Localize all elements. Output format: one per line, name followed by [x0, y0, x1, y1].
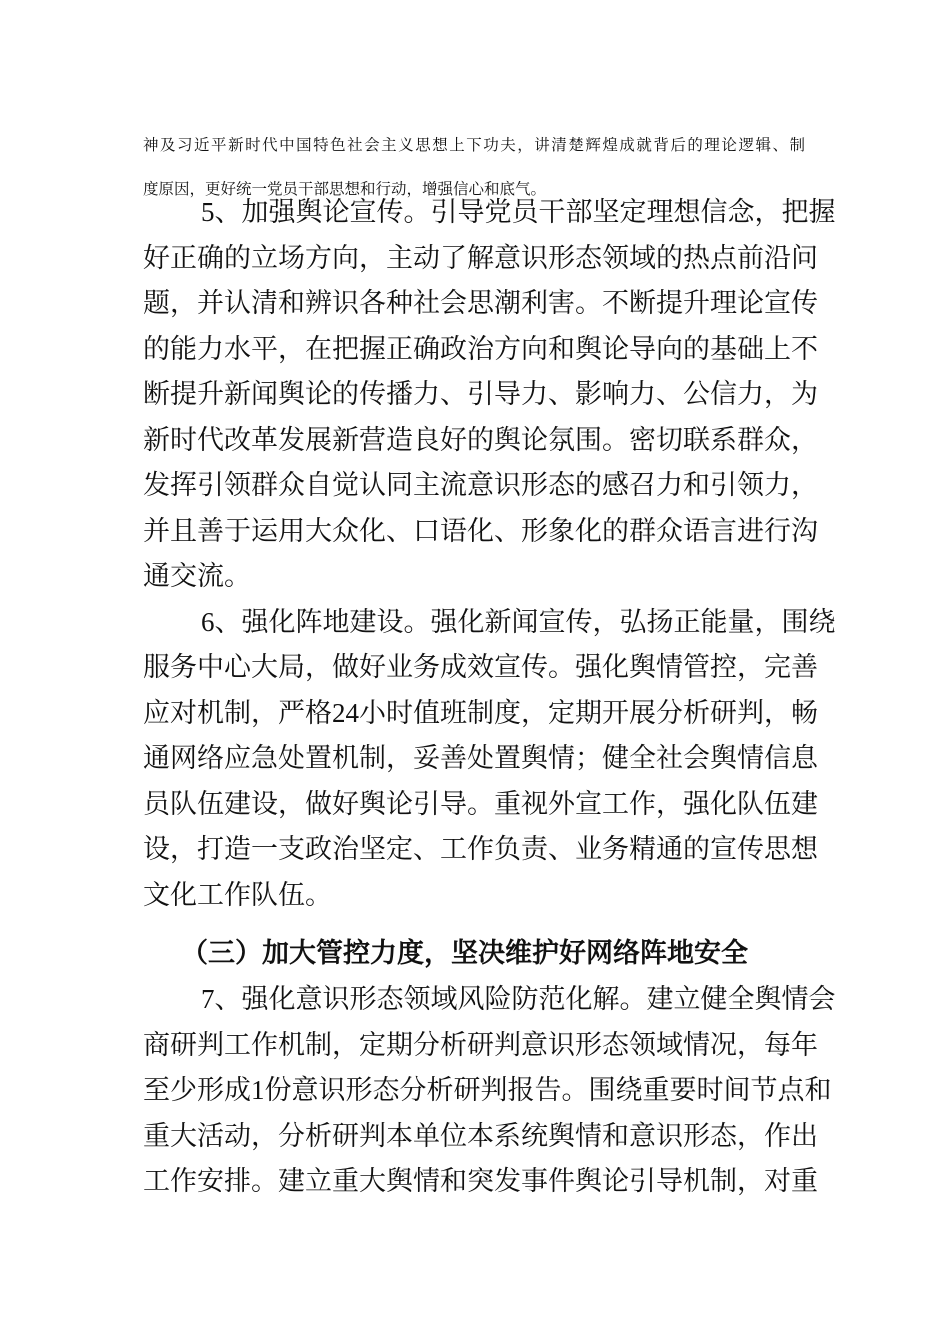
text-line: 发挥引领群众自觉认同主流意识形态的感召力和引领力， [143, 470, 818, 500]
text-line: 设，打造一支政治坚定、工作负责、业务精通的宣传思想 [143, 834, 818, 864]
intro-line-1: 神及习近平新时代中国特色社会主义思想上下功夫，讲清楚辉煌成就背后的理论逻辑、制 [143, 137, 805, 154]
text-line: 题，并认清和辨识各种社会思潮利害。不断提升理论宣传 [143, 288, 818, 318]
text-line: 新时代改革发展新营造良好的舆论氛围。密切联系群众， [143, 424, 818, 455]
text-line: 工作安排。建立重大舆情和突发事件舆论引导机制，对重 [143, 1166, 818, 1196]
text-line: 的能力水平，在把握正确政治方向和舆论导向的基础上不 [143, 333, 818, 364]
text-line: 员队伍建设，做好舆论引导。重视外宣工作，强化队伍建 [143, 788, 818, 819]
text-line: 应对机制，严格24小时值班制度，定期开展分析研判，畅 [143, 697, 818, 728]
text-line: 6、强化阵地建设。强化新闻宣传，弘扬正能量，围绕 [201, 606, 836, 637]
text-line: 7、强化意识形态领域风险防范化解。建立健全舆情会 [201, 984, 836, 1014]
text-line: 通交流。 [143, 561, 251, 591]
text-line: 断提升新闻舆论的传播力、引导力、影响力、公信力，为 [143, 379, 818, 409]
intro-line-2: 度原因，更好统一党员干部思想和行动，增强信心和底气。 [143, 181, 547, 198]
text-line: 重大活动，分析研判本单位本系统舆情和意识形态，作出 [143, 1120, 818, 1151]
text-line: 通网络应急处置机制，妥善处置舆情；健全社会舆情信息 [143, 743, 818, 773]
text-line: 并且善于运用大众化、口语化、形象化的群众语言进行沟 [143, 515, 818, 546]
text-line: 文化工作队伍。 [143, 879, 332, 910]
text-line: 至少形成1份意识形态分析研判报告。围绕重要时间节点和 [143, 1075, 832, 1105]
text-line: 服务中心大局，做好业务成效宣传。强化舆情管控，完善 [143, 652, 818, 682]
document-body [143, 190, 836, 1205]
section-heading: （三）加大管控力度，坚决维护好网络阵地安全 [181, 938, 748, 968]
text-line: 商研判工作机制，定期分析研判意识形态领域情况，每年 [143, 1029, 818, 1060]
text-line: 5、加强舆论宣传。引导党员干部坚定理想信念，把握 [201, 197, 836, 227]
text-line: 好正确的立场方向，主动了解意识形态领域的热点前沿问 [143, 242, 818, 273]
